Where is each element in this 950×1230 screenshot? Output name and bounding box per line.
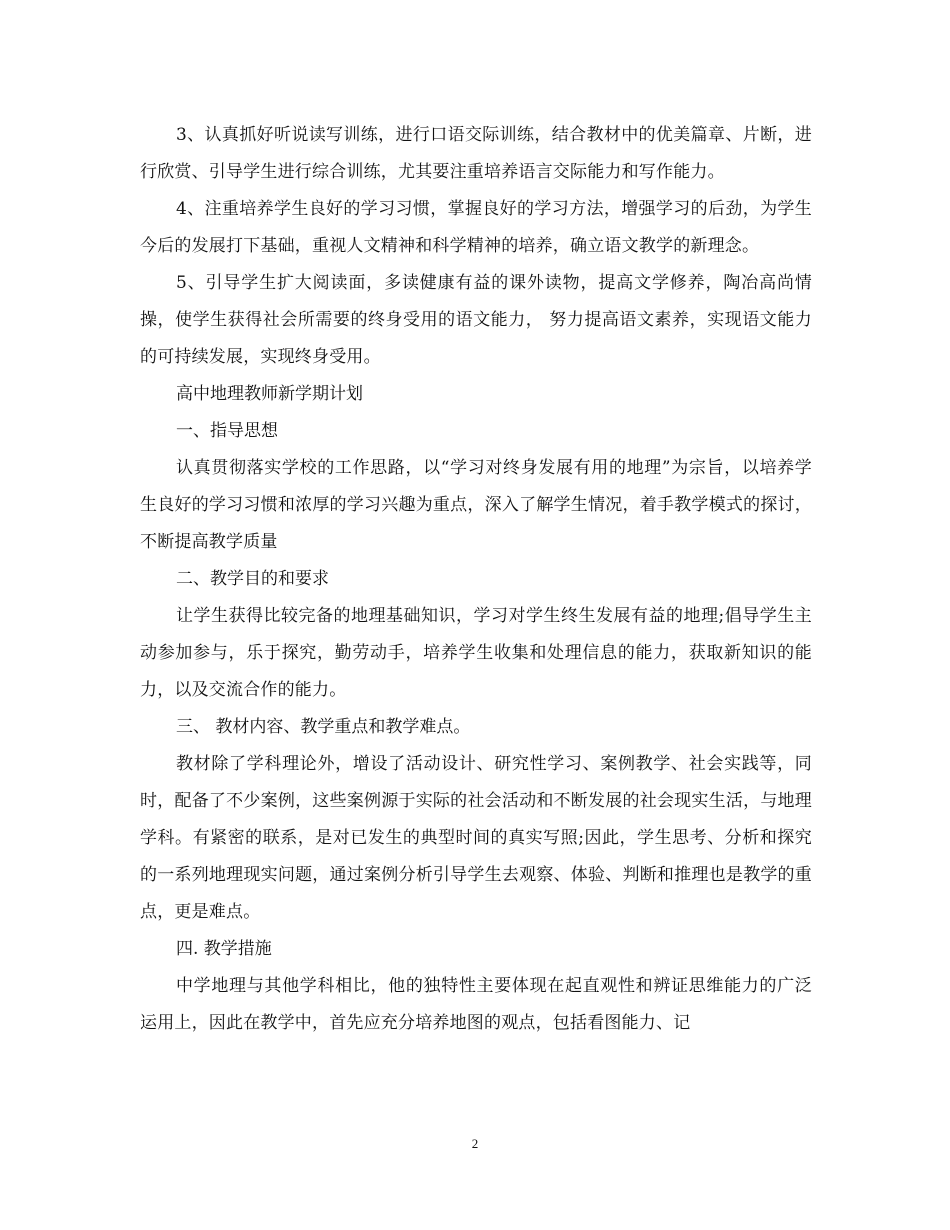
section-heading-guiding-thought: 一、指导思想 bbox=[176, 421, 278, 441]
page-number: 2 bbox=[471, 1136, 479, 1151]
paragraph-content: 教材除了学科理论外，增设了活动设计、研究性学习、案例教学、社会实践等，同时，配备了不少案例，这些案例源于实际的社会活动和不断发展的社会现实生活，与地理学科。有紧密的联系，是对已发生的典型时间的真实写照;因此，学生思考、分析和探究的一系列地理现实问题，通过案例分析引导学生去观察、体验、判断和推理也是教学的重点，更是难点。 bbox=[140, 754, 812, 922]
section-heading-goals: 二、教学目的和要求 bbox=[176, 569, 329, 589]
document-body bbox=[140, 117, 812, 1042]
section-heading-content: 三、 教材内容、教学重点和教学难点。 bbox=[176, 717, 471, 737]
paragraph-item-3: 3、认真抓好听说读写训练，进行口语交际训练，结合教材中的优美篇章、片断，进行欣赏、引导学生进行综合训练，尤其要注重培养语言交际能力和写作能力。 bbox=[140, 125, 812, 182]
paragraph-goals: 让学生获得比较完备的地理基础知识，学习对学生终生发展有益的地理;倡导学生主动参加参与，乐于探究，勤劳动手，培养学生收集和处理信息的能力，获取新知识的能力，以及交流合作的能力。 bbox=[140, 606, 812, 700]
paragraph-guiding-thought: 认真贯彻落实学校的工作思路，以“学习对终身发展有用的地理”为宗旨，以培养学生良好的学习习惯和浓厚的学习兴趣为重点，深入了解学生情况，着手教学模式的探讨，不断提高教学质量 bbox=[140, 458, 812, 552]
paragraph-item-4: 4、注重培养学生良好的学习习惯，掌握良好的学习方法，增强学习的后劲，为学生今后的发展打下基础，重视人文精神和科学精神的培养，确立语文教学的新理念。 bbox=[140, 199, 812, 256]
document-section-title: 高中地理教师新学期计划 bbox=[176, 384, 363, 404]
section-heading-measures: 四. 教学措施 bbox=[176, 939, 272, 959]
paragraph-item-5: 5、引导学生扩大阅读面，多读健康有益的课外读物，提高文学修养，陶冶高尚情操，使学生获得社会所需要的终身受用的语文能力， 努力提高语文素养，实现语文能力的可持续发展，实现终身受用。 bbox=[140, 273, 812, 367]
paragraph-measures: 中学地理与其他学科相比，他的独特性主要体现在起直观性和辨证思维能力的广泛运用上，因此在教学中，首先应充分培养地图的观点，包括看图能力、记 bbox=[140, 976, 812, 1033]
